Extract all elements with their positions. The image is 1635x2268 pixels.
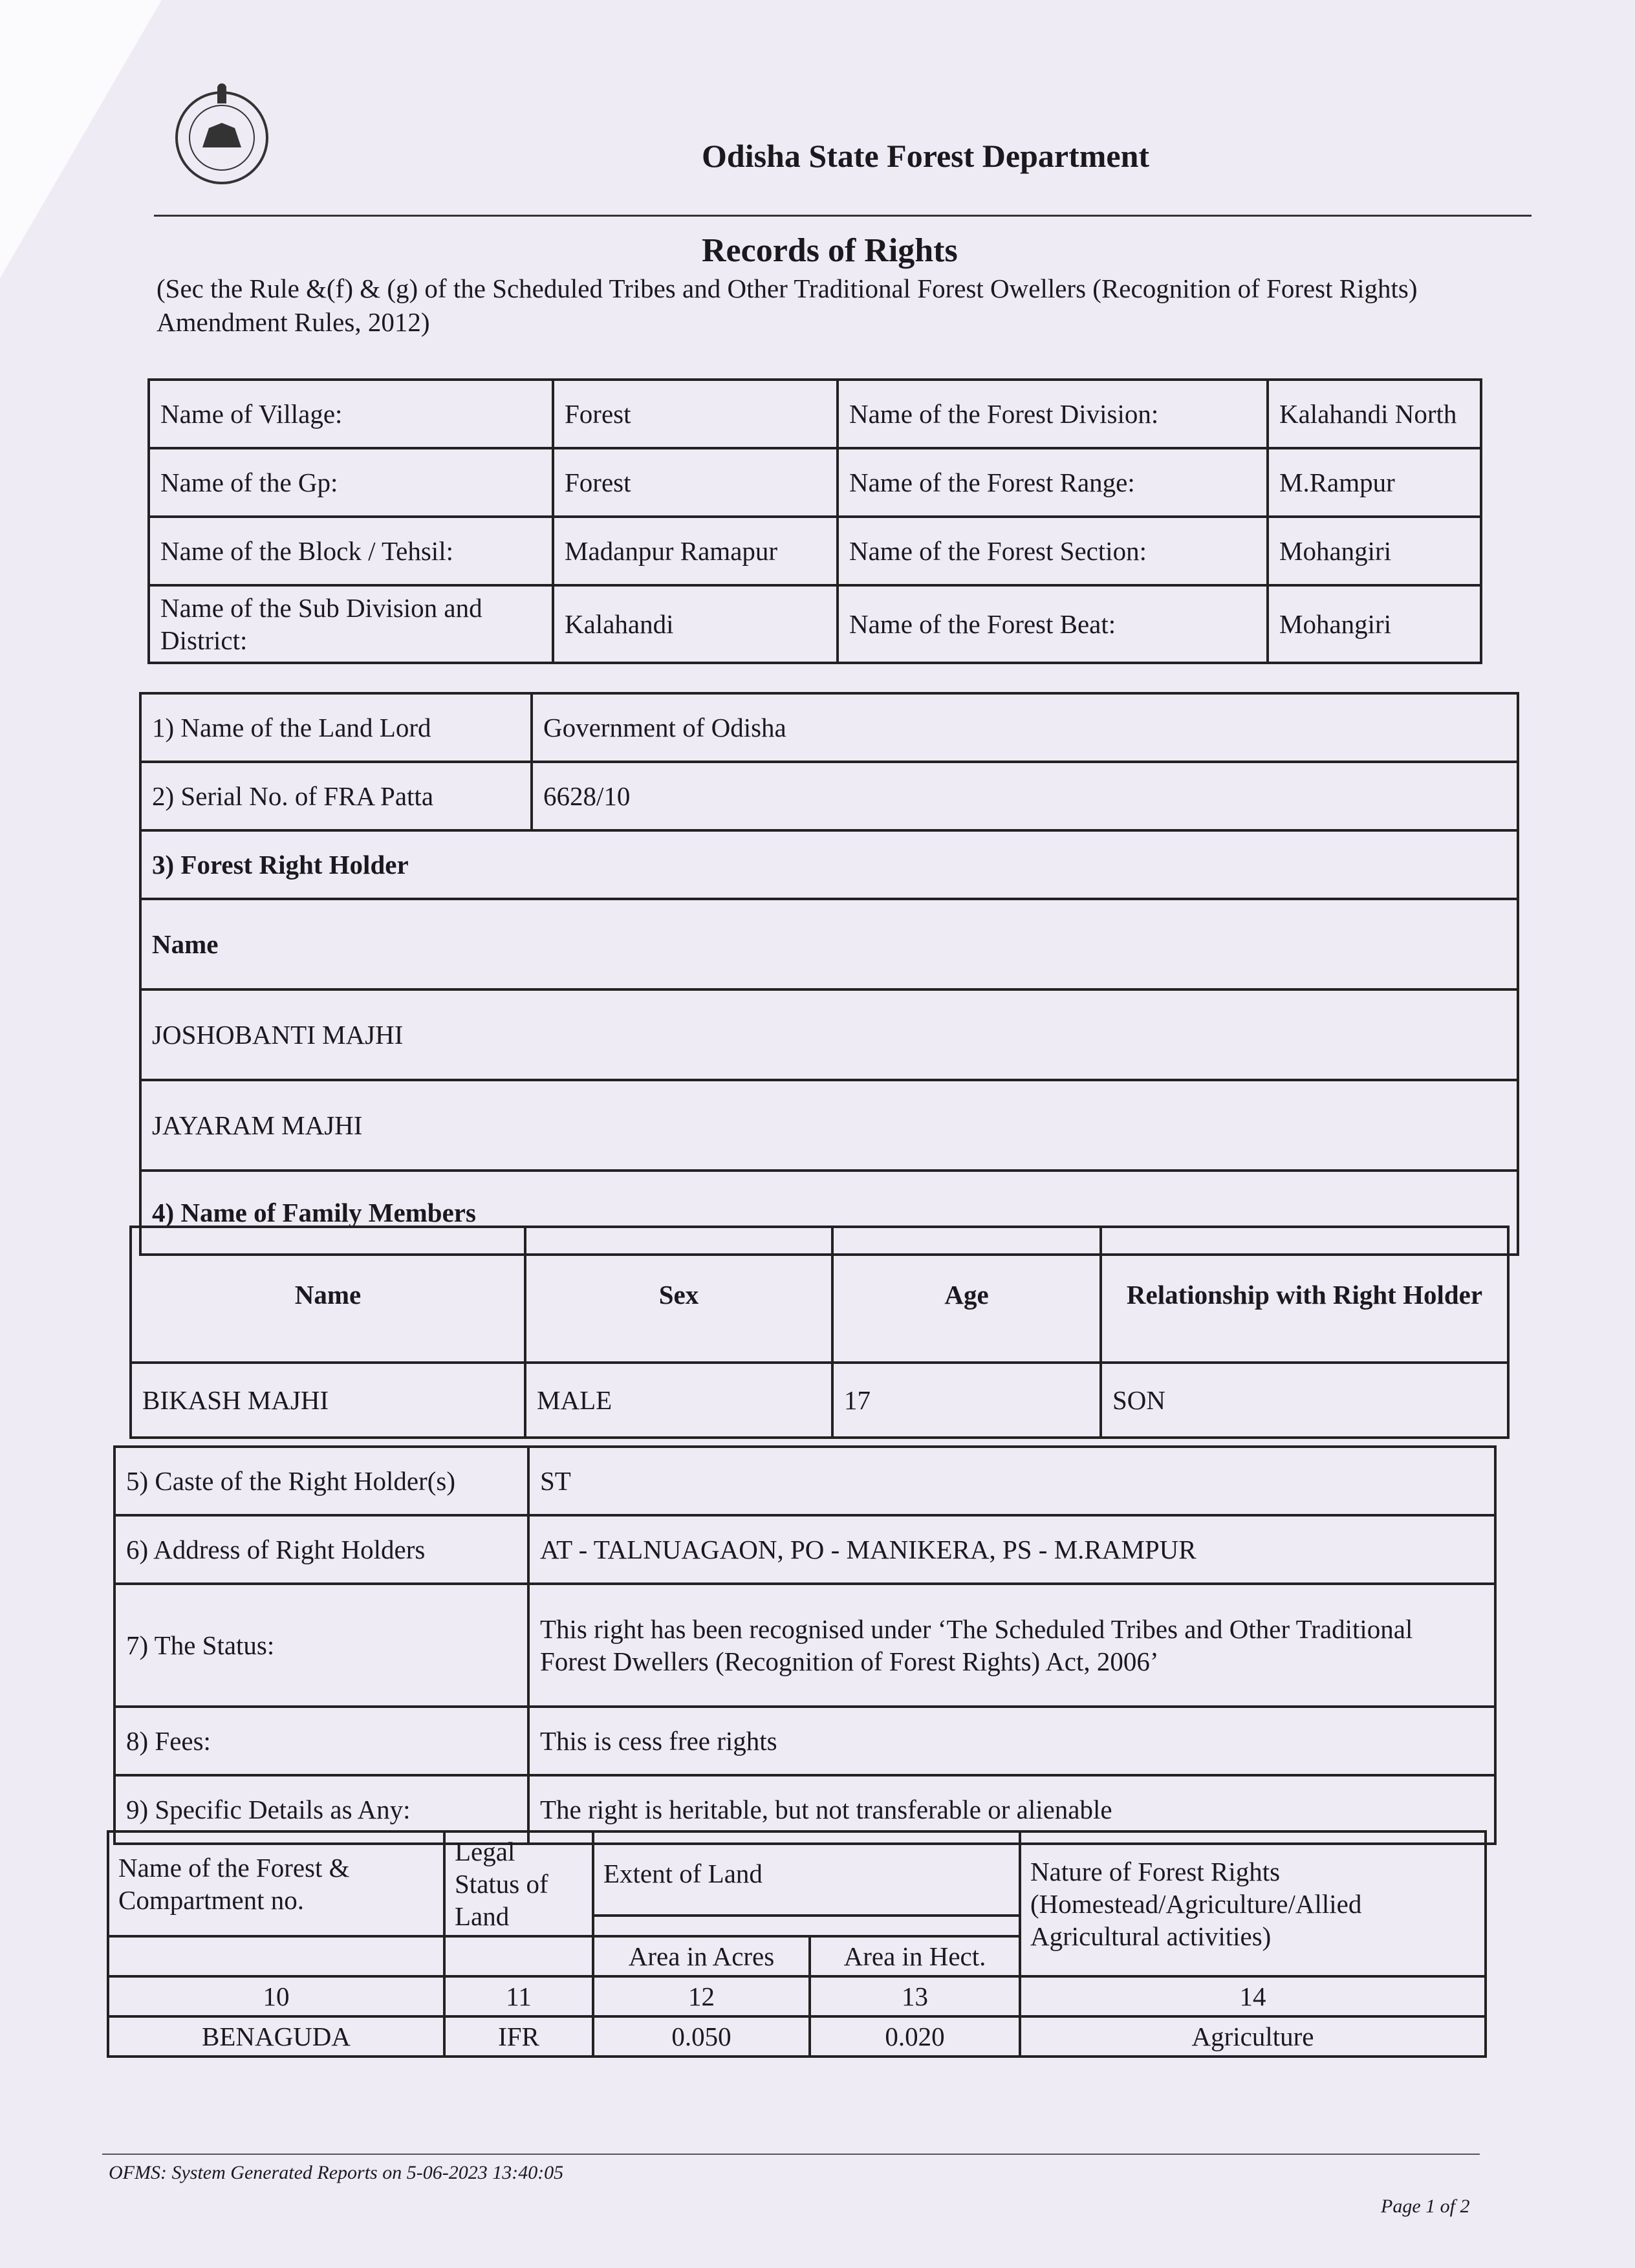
col-header-sex: Sex bbox=[525, 1227, 832, 1363]
nature-of-rights: Agriculture bbox=[1020, 2016, 1486, 2057]
member-sex: MALE bbox=[525, 1363, 832, 1438]
fees-value: This is cess free rights bbox=[528, 1707, 1495, 1775]
table-header-row bbox=[131, 1227, 1508, 1363]
col-header-age: Age bbox=[832, 1227, 1101, 1363]
beat-label: Name of the Forest Beat: bbox=[838, 585, 1268, 663]
legal-status: IFR bbox=[444, 2016, 593, 2057]
gp-value: Forest bbox=[553, 448, 838, 517]
beat-value: Mohangiri bbox=[1268, 585, 1481, 663]
document-title: Records of Rights bbox=[702, 232, 958, 269]
serial-label: 2) Serial No. of FRA Patta bbox=[140, 762, 532, 830]
footer-divider bbox=[102, 2154, 1480, 2155]
specific-value: The right is heritable, but not transferable or alienable bbox=[528, 1775, 1495, 1844]
extent-spacer bbox=[593, 1916, 1020, 1936]
member-name: BIKASH MAJHI bbox=[131, 1363, 525, 1438]
col-number: 12 bbox=[593, 1976, 810, 2016]
village-value: Forest bbox=[553, 380, 838, 448]
col-header-forest: Name of the Forest & Compartment no. bbox=[108, 1831, 444, 1936]
block-value: Madanpur Ramapur bbox=[553, 517, 838, 585]
table-row bbox=[140, 693, 1518, 762]
page-number: Page 1 of 2 bbox=[1381, 2196, 1470, 2217]
table-row bbox=[114, 1584, 1495, 1707]
area-hect: 0.020 bbox=[810, 2016, 1020, 2057]
table-row bbox=[149, 517, 1481, 585]
holder-name: JAYARAM MAJHI bbox=[140, 1080, 1518, 1171]
caste-label: 5) Caste of the Right Holder(s) bbox=[114, 1447, 528, 1515]
table-row bbox=[149, 585, 1481, 663]
family-table bbox=[129, 1226, 1510, 1439]
table-row bbox=[114, 1707, 1495, 1775]
block-label: Name of the Block / Tehsil: bbox=[149, 517, 553, 585]
address-value: AT - TALNUAGAON, PO - MANIKERA, PS - M.RAMPUR bbox=[528, 1515, 1495, 1584]
generated-timestamp: OFMS: System Generated Reports on 5-06-2023 13:40:05 bbox=[109, 2162, 564, 2183]
col-number: 11 bbox=[444, 1976, 593, 2016]
location-table bbox=[147, 378, 1482, 664]
range-label: Name of the Forest Range: bbox=[838, 448, 1268, 517]
state-emblem-icon bbox=[173, 76, 270, 193]
section-label: Name of the Forest Section: bbox=[838, 517, 1268, 585]
division-value: Kalahandi North bbox=[1268, 380, 1481, 448]
division-label: Name of the Forest Division: bbox=[838, 380, 1268, 448]
folded-corner bbox=[0, 0, 162, 278]
area-acres: 0.050 bbox=[593, 2016, 810, 2057]
member-relation: SON bbox=[1101, 1363, 1508, 1438]
other-details-table bbox=[113, 1445, 1497, 1845]
table-row bbox=[114, 1447, 1495, 1515]
blank-cell bbox=[108, 1936, 444, 1976]
col-number: 10 bbox=[108, 1976, 444, 2016]
table-row bbox=[108, 2016, 1486, 2057]
table-row bbox=[140, 762, 1518, 830]
holder-name: JOSHOBANTI MAJHI bbox=[140, 989, 1518, 1080]
col-header-acres: Area in Acres bbox=[593, 1936, 810, 1976]
forest-name: BENAGUDA bbox=[108, 2016, 444, 2057]
col-header-hect: Area in Hect. bbox=[810, 1936, 1020, 1976]
department-title: Odisha State Forest Department bbox=[702, 138, 1150, 174]
name-heading: Name bbox=[140, 899, 1518, 989]
subdiv-label: Name of the Sub Division and District: bbox=[149, 585, 553, 663]
serial-value: 6628/10 bbox=[532, 762, 1518, 830]
gp-label: Name of the Gp: bbox=[149, 448, 553, 517]
address-label: 6) Address of Right Holders bbox=[114, 1515, 528, 1584]
village-label: Name of Village: bbox=[149, 380, 553, 448]
table-row bbox=[114, 1515, 1495, 1584]
table-row bbox=[140, 1080, 1518, 1171]
landlord-label: 1) Name of the Land Lord bbox=[140, 693, 532, 762]
table-row bbox=[131, 1363, 1508, 1438]
member-age: 17 bbox=[832, 1363, 1101, 1438]
col-header-nature: Nature of Forest Rights (Homestead/Agriculture/Allied Agricultural activities) bbox=[1020, 1831, 1486, 1976]
col-header-relationship: Relationship with Right Holder bbox=[1101, 1227, 1508, 1363]
table-row bbox=[149, 448, 1481, 517]
caste-value: ST bbox=[528, 1447, 1495, 1515]
header-divider bbox=[154, 215, 1532, 217]
table-row bbox=[140, 899, 1518, 989]
table-row bbox=[140, 989, 1518, 1080]
landlord-value: Government of Odisha bbox=[532, 693, 1518, 762]
status-text-line: Forest Dwellers (Recognition of Forest Rights) Act, 2006’ bbox=[540, 1647, 1159, 1676]
holder-heading: 3) Forest Right Holder bbox=[140, 830, 1518, 899]
range-value: M.Rampur bbox=[1268, 448, 1481, 517]
blank-cell bbox=[444, 1936, 593, 1976]
land-table bbox=[107, 1830, 1487, 2058]
fees-label: 8) Fees: bbox=[114, 1707, 528, 1775]
col-header-legal: Legal Status of Land bbox=[444, 1831, 593, 1936]
status-label: 7) The Status: bbox=[114, 1584, 528, 1707]
col-header-extent: Extent of Land bbox=[593, 1831, 1020, 1916]
col-number: 13 bbox=[810, 1976, 1020, 2016]
holder-table bbox=[139, 692, 1519, 1256]
table-header-row bbox=[108, 1831, 1486, 1916]
document-subtitle: (Sec the Rule &(f) & (g) of the Scheduled Tribes and Other Traditional Forest Owellers (Recognition of Forest Rights) Amendment Rules, 2012) bbox=[157, 274, 1418, 337]
col-number: 14 bbox=[1020, 1976, 1486, 2016]
table-row bbox=[140, 830, 1518, 899]
status-text-line: This right has been recognised under ‘The Scheduled Tribes and Other Traditional bbox=[540, 1614, 1413, 1644]
specific-label: 9) Specific Details as Any: bbox=[114, 1775, 528, 1844]
col-header-name: Name bbox=[131, 1227, 525, 1363]
table-row bbox=[108, 1976, 1486, 2016]
family-heading: 4) Name of Family Members bbox=[140, 1171, 1518, 1255]
status-value bbox=[528, 1584, 1495, 1707]
table-row bbox=[149, 380, 1481, 448]
subdiv-value: Kalahandi bbox=[553, 585, 838, 663]
section-value: Mohangiri bbox=[1268, 517, 1481, 585]
